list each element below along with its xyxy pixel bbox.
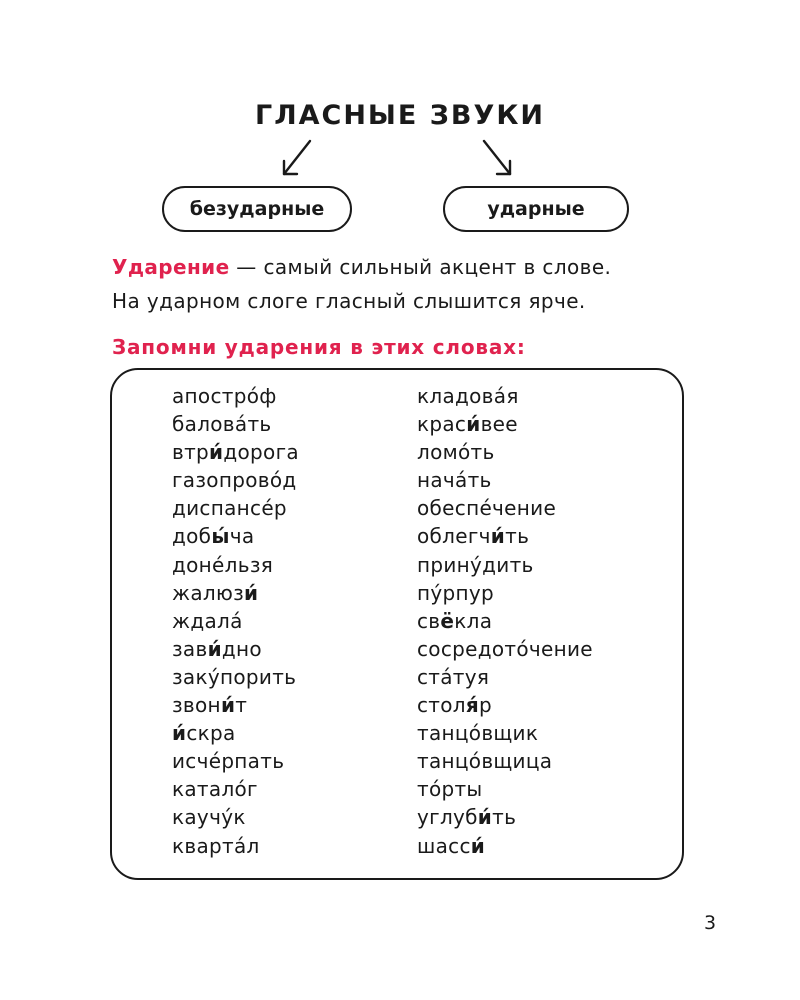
stressed-vowel: и́	[244, 580, 259, 605]
word-item: жалюзи́	[172, 580, 259, 605]
word-item: свёкла	[417, 608, 493, 633]
word-item: краси́вее	[417, 412, 518, 437]
word-item: добы́ча	[172, 524, 255, 549]
remember-heading: Запомни ударения в этих словах:	[112, 335, 526, 359]
word-item: обеспéчение	[417, 496, 557, 521]
arrow-left-icon	[284, 141, 310, 174]
word-item: втри́дорога	[172, 440, 299, 465]
stress-definition	[112, 250, 702, 318]
definition-line2: На ударном слоге гласный слышится ярче.	[112, 289, 586, 313]
word-item: диспансéр	[172, 496, 287, 521]
word-item: каучýк	[172, 805, 246, 830]
word-item: танцóвщица	[417, 749, 553, 774]
word-item: квартáл	[172, 833, 260, 858]
word-column-right	[417, 382, 593, 860]
arrows-diagram	[0, 0, 800, 200]
stressed-vowel: и́	[470, 833, 486, 858]
word-item: апострóф	[172, 384, 277, 408]
stressed-vowel: ё	[440, 608, 455, 633]
word-item: тóрты	[417, 777, 483, 802]
stressed-vowel: и́	[220, 693, 236, 718]
word-item: донéльзя	[172, 552, 274, 577]
word-item: пýрпур	[417, 580, 495, 605]
arrow-right-icon	[484, 141, 510, 174]
word-item: начáть	[417, 468, 492, 493]
word-item: стáтуя	[417, 664, 490, 689]
word-item: исчéрпать	[172, 749, 285, 774]
word-item: газопровóд	[172, 468, 297, 493]
definition-text: — самый сильный акцент в слове.	[229, 255, 612, 279]
stressed-vowel: и́	[466, 412, 481, 437]
stressed-vowel: и́	[207, 636, 222, 661]
word-item: закýпорить	[172, 664, 297, 689]
word-item: звони́т	[172, 693, 248, 718]
stressed-vowel: я́	[465, 693, 480, 718]
stressed-vowel: и́	[477, 805, 493, 830]
word-column-left	[172, 382, 299, 860]
stressed-category: ударные	[443, 186, 629, 232]
stressed-vowel: и́	[490, 524, 506, 549]
word-item: баловáть	[172, 412, 272, 437]
page-title: ГЛАСНЫЕ ЗВУКИ	[254, 100, 545, 131]
word-item: кладовáя	[417, 384, 519, 408]
word-item: сосредотóчение	[417, 636, 593, 661]
stressed-vowel: и́	[209, 440, 224, 465]
unstressed-category: безударные	[162, 186, 352, 232]
page-number: 3	[704, 912, 717, 934]
word-item: углуби́ть	[417, 805, 517, 830]
word-item: ждалá	[172, 608, 243, 633]
word-item: каталóг	[172, 777, 258, 802]
word-item: облегчи́ть	[417, 524, 530, 549]
word-item: зави́дно	[172, 636, 262, 661]
word-item: принýдить	[417, 552, 534, 577]
word-item: танцóвщик	[417, 721, 539, 746]
word-item: столя́р	[417, 693, 493, 718]
stressed-vowel: ы́	[211, 524, 230, 549]
word-item: и́скра	[172, 721, 236, 746]
stressed-vowel: и́	[172, 721, 187, 746]
definition-term: Ударение	[112, 255, 230, 279]
word-item: ломóть	[417, 440, 495, 465]
word-item: шасси́	[417, 833, 486, 858]
